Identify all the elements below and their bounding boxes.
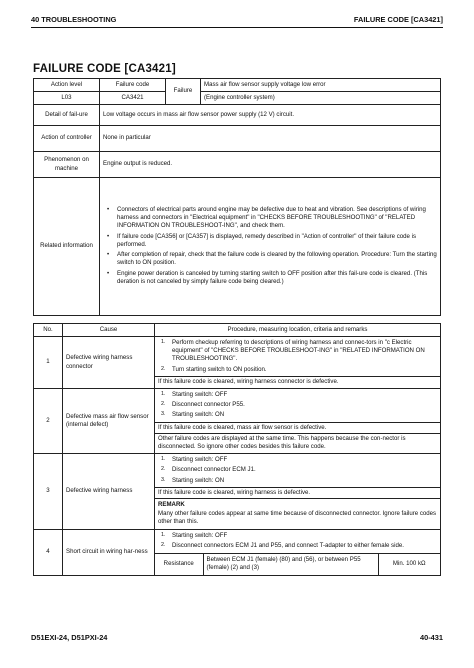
related-list [103,206,437,286]
detail-value: Low voltage occurs in mass air flow sensor power supply (12 V) circuit. [100,105,441,126]
related-item: • Connectors of electrical parts around engine may be defective due to heat and vibration. See descriptions of wiring harness and connectors in "Electrical equipment" in "CHECKS BEFORE TROUBLESHOOTING" of "RELATED INFORMATION ON TROUBLESHOOT-ING", and check them. [117,206,437,231]
step: 1. Perform checkup referring to descriptions of wiring harness and connec-tors in "c Electric equipment" of "CHECKS BEFORE TROUBLESHOOT-ING" in "RELATED INFORMATION ON TROUBLESHOOTING". [161,339,425,363]
step: 3. Starting switch: ON [161,411,225,419]
remark-label: REMARK [158,501,185,509]
row-note-2: Other failure codes are displayed at the same time. This happens because the con-nector is disconnected. So ignore other codes besides this failure code. [158,434,406,451]
failure-desc-1: Mass air flow sensor supply voltage low error [201,79,441,92]
action-value: None in particular [100,126,441,152]
resistance-location: Between ECM J1 (female) (80) and (56), or between P55 (female) (2) and (3) [203,554,378,575]
action-label: Action of controller [34,126,100,152]
remark-text: Many other failure codes appear at same time because of disconnected connector. Ignore failure codes other than this. [158,510,437,526]
failure-code-value: CA3421 [100,92,166,105]
row-procedure [155,389,441,454]
failure-code-label: Failure code [100,79,166,92]
action-level-label: Action level [34,79,100,92]
step-list [158,456,437,485]
step: 2. Disconnect connectors ECM J1 and P55, and connect T-adapter to either female side. [161,541,404,549]
row-number: 2 [34,389,63,454]
phenomenon-label: Phenomenon on machine [34,152,100,178]
step-list [158,391,437,420]
row-number: 4 [34,529,63,575]
step: 1. Starting switch: OFF [161,531,228,539]
table-row [34,389,441,454]
step: 2. Disconnect connector ECM J1. [161,466,256,474]
footer-model: D51EXI-24, D51PXI-24 [31,633,108,642]
cause-table [33,323,441,576]
page-header [31,15,443,27]
resistance-label: Resistance [155,554,203,575]
summary-table [33,78,441,316]
resistance-criteria: Min. 100 kΩ [378,554,440,575]
failure-label: Failure [166,79,201,105]
phenomenon-value: Engine output is reduced. [100,152,441,178]
row-cause: Defective mass air flow sensor (internal defect) [63,389,155,454]
row-procedure [155,529,441,575]
row-number: 3 [34,454,63,529]
row-cause: Short circuit in wiring har-ness [63,529,155,575]
step-list [158,532,437,550]
row-procedure [155,337,441,389]
detail-label: Detail of fail-ure [34,105,100,126]
header-code: FAILURE CODE [CA3421] [353,15,443,24]
related-item: • If failure code [CA356] or [CA357] is displayed, remedy described in "Action of controller" of their failure code is performed. [117,233,437,249]
step-list [158,339,437,374]
related-item: • After completion of repair, check that the failure code is cleared by the following operation. Procedure: Turn the starting switch to ON position. [117,251,437,267]
related-value [100,178,441,316]
table-row [34,454,441,529]
row-procedure [155,454,441,529]
col-procedure: Procedure, measuring location, criteria and remarks [155,324,441,337]
header-section: 40 TROUBLESHOOTING [31,15,117,24]
col-cause: Cause [63,324,155,337]
row-note: If this failure code is cleared, wiring harness is defective. [158,488,311,496]
step: 1. Starting switch: OFF [161,456,228,464]
step: 2. Turn starting switch to ON position. [161,365,267,373]
row-cause: Defective wiring harness connector [63,337,155,389]
related-item: • Engine power deration is canceled by turning starting switch to OFF position after this fail-ure code is cleared. (This deration is not canceled by simply failure code being cleared.) [117,270,437,286]
row-note: If this failure code is cleared, mass air flow sensor is defective. [158,423,327,431]
header-rule [31,27,443,28]
table-row [34,337,441,389]
table-row [34,529,441,575]
col-no: No. [34,324,63,337]
related-label: Related information [34,178,100,316]
action-level-value: L03 [34,92,100,105]
footer-page-number: 40-431 [419,633,443,642]
failure-desc-2: (Engine controller system) [201,92,441,105]
row-number: 1 [34,337,63,389]
row-note: If this failure code is cleared, wiring harness connector is defective. [158,377,339,385]
step: 2. Disconnect connector P55. [161,401,245,409]
step: 3. Starting switch: ON [161,476,225,484]
resistance-table [155,553,440,575]
page-title: FAILURE CODE [CA3421] [33,63,176,75]
row-cause: Defective wiring harness [63,454,155,529]
step: 1. Starting switch: OFF [161,391,228,399]
